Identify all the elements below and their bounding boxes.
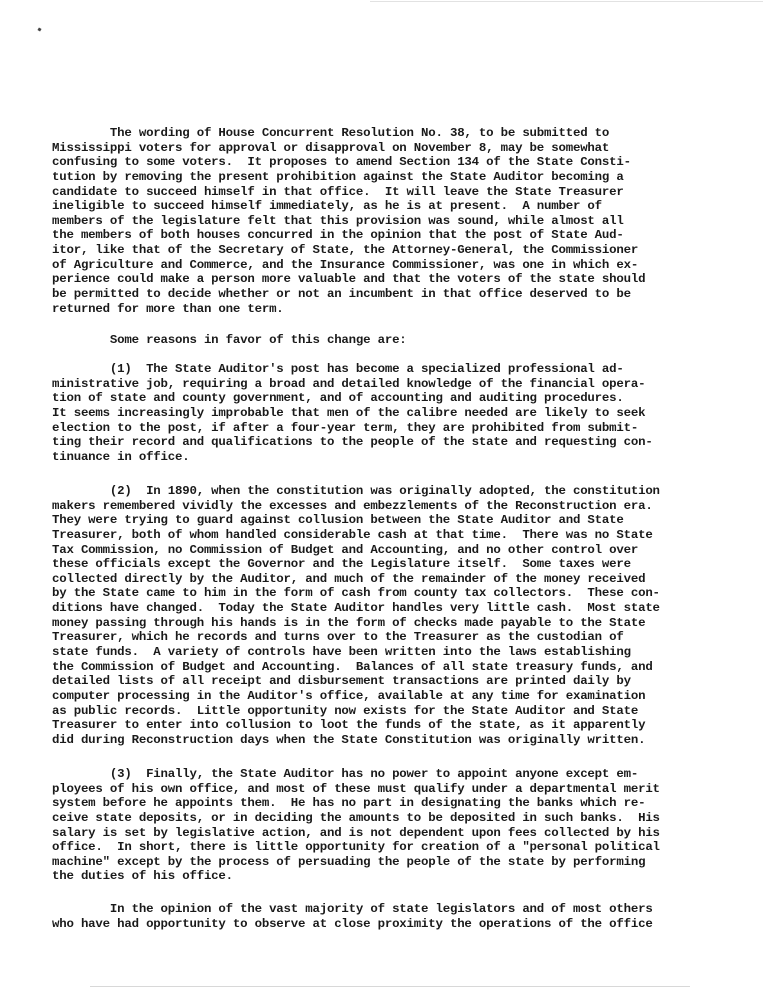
text-line: tution by removing the present prohibition against the State Auditor becoming a <box>52 169 624 184</box>
paragraph-intro <box>52 126 692 316</box>
text-line: Treasurer, which he records and turns over to the Treasurer as the custodian of <box>52 630 624 645</box>
text-line: ministrative job, requiring a broad and detailed knowledge of the financial opera- <box>52 376 646 391</box>
text-line: They were trying to guard against collusion between the State Auditor and State <box>52 513 624 528</box>
text-line: as public records. Little opportunity now exists for the State Auditor and State <box>52 703 639 718</box>
text-line: ting their record and qualifications to the people of the state and requesting con- <box>52 435 653 450</box>
text-line: itor, like that of the Secretary of State, the Attorney-General, the Commissioner <box>52 243 639 258</box>
text-line: (3) Finally, the State Auditor has no power to appoint anyone except em- <box>52 767 639 781</box>
text-line: Tax Commission, no Commission of Budget and Accounting, and no other control over <box>52 542 639 557</box>
text-line: candidate to succeed himself in that office. It will leave the State Treasurer <box>52 184 624 199</box>
text-line: who have had opportunity to observe at close proximity the operations of the office <box>52 916 653 931</box>
text-line: computer processing in the Auditor's office, available at any time for examination <box>52 688 646 703</box>
paragraph-reason-3 <box>52 767 692 884</box>
text-line: perience could make a person more valuable and that the voters of the state should <box>52 272 646 287</box>
paragraph-closing <box>52 902 692 931</box>
text-line: these officials except the Governor and the Legislature itself. Some taxes were <box>52 557 631 572</box>
text-line: Treasurer to enter into collusion to loot the funds of the state, as it apparently <box>52 718 646 733</box>
text-line: In the opinion of the vast majority of state legislators and of most others <box>52 902 653 916</box>
text-line: Mississippi voters for approval or disapproval on November 8, may be somewhat <box>52 140 610 155</box>
text-line: ineligible to succeed himself immediately, as he is at present. A number of <box>52 199 602 214</box>
text-line: system before he appoints them. He has no part in designating the banks which re- <box>52 796 646 811</box>
text-line: by the State came to him in the form of cash from county tax collectors. These con- <box>52 586 660 601</box>
text-line: state funds. A variety of controls have been written into the laws establishing <box>52 645 631 660</box>
text-line: Treasurer, both of whom handled considerable cash at that time. There was no State <box>52 527 653 542</box>
stray-mark <box>37 27 41 31</box>
text-line: of Agriculture and Commerce, and the Insurance Commissioner, was one in which ex- <box>52 257 639 272</box>
text-line: returned for more than one term. <box>52 301 284 316</box>
text-line: confusing to some voters. It proposes to amend Section 134 of the State Consti- <box>52 155 631 170</box>
bottom-scan-edge <box>90 986 690 987</box>
top-scan-edge <box>370 1 763 2</box>
text-line: collected directly by the Auditor, and much of the remainder of the money received <box>52 571 646 586</box>
text-line: The wording of House Concurrent Resolution No. 38, to be submitted to <box>52 126 610 140</box>
text-line: tion of state and county government, and of accounting and auditing procedures. <box>52 391 624 406</box>
text-line: Some reasons in favor of this change are: <box>52 333 407 347</box>
text-line: ployees of his own office, and most of these must qualify under a departmental merit <box>52 781 660 796</box>
text-line: be permitted to decide whether or not an incumbent in that office deserved to be <box>52 287 631 302</box>
text-line: the members of both houses concurred in the opinion that the post of State Aud- <box>52 228 624 243</box>
text-line: (2) In 1890, when the constitution was originally adopted, the constitution <box>52 484 660 498</box>
text-line: makers remembered vividly the excesses and embezzlements of the Reconstruction era. <box>52 498 653 513</box>
text-line: ceive state deposits, or in deciding the amounts to be deposited in such banks. His <box>52 810 660 825</box>
text-line: money passing through his hands is in the form of checks made payable to the State <box>52 615 646 630</box>
text-line: tinuance in office. <box>52 449 190 464</box>
text-line: election to the post, if after a four-year term, they are prohibited from submit- <box>52 420 639 435</box>
paragraph-reasons-heading <box>52 333 692 348</box>
text-line: machine" except by the process of persuading the people of the state by performing <box>52 854 646 869</box>
text-line: members of the legislature felt that this provision was sound, while almost all <box>52 213 624 228</box>
text-line: the Commission of Budget and Accounting. Balances of all state treasury funds, and <box>52 659 653 674</box>
text-line: (1) The State Auditor's post has become a specialized professional ad- <box>52 362 624 376</box>
text-line: detailed lists of all receipt and disbursement transactions are printed daily by <box>52 674 631 689</box>
text-line: did during Reconstruction days when the State Constitution was originally written. <box>52 732 646 747</box>
text-line: salary is set by legislative action, and is not dependent upon fees collected by his <box>52 825 660 840</box>
text-line: ditions have changed. Today the State Auditor handles very little cash. Most state <box>52 601 660 616</box>
text-line: the duties of his office. <box>52 869 233 884</box>
text-line: office. In short, there is little opportunity for creation of a "personal political <box>52 840 660 855</box>
paragraph-reason-1 <box>52 362 692 464</box>
text-line: It seems increasingly improbable that men of the calibre needed are likely to seek <box>52 405 646 420</box>
paragraph-reason-2 <box>52 484 692 748</box>
